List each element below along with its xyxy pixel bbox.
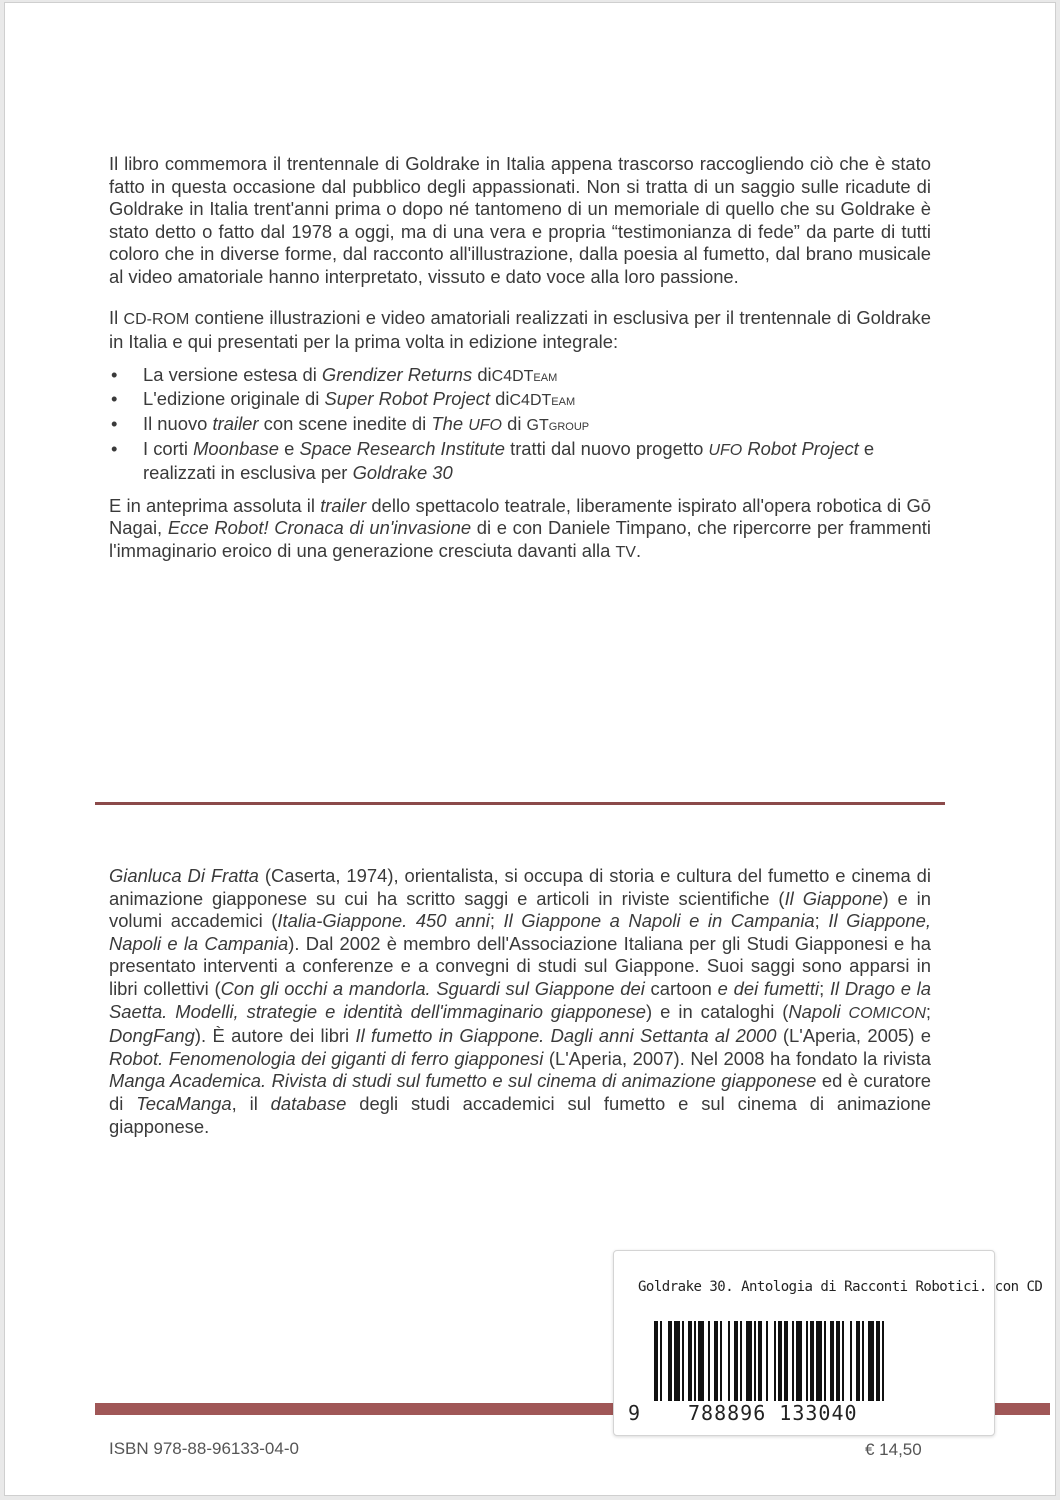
barcode-bar — [746, 1321, 752, 1401]
barcode-bar — [674, 1321, 680, 1401]
barcode-bar — [810, 1321, 814, 1401]
barcode-bar — [816, 1321, 822, 1401]
barcode-bar — [660, 1321, 662, 1401]
barcode-bar — [882, 1321, 884, 1401]
barcode-bar — [778, 1321, 782, 1401]
barcode-bar — [694, 1321, 696, 1401]
book-blurb — [109, 153, 931, 565]
barcode-bar — [824, 1321, 826, 1401]
blurb-cdrom-intro: Il CD-ROM contiene illustrazioni e video amatoriali realizzati in esclusiva per il trentennale di Goldrake in Italia e qui presentati per la prima volta in edizione integrale: — [109, 306, 931, 353]
list-item: • Il nuovo trailer con scene inedite di The UFO di GTgroup — [111, 412, 590, 434]
barcode-bar — [836, 1321, 840, 1401]
barcode-bar — [720, 1321, 722, 1401]
book-back-cover — [4, 2, 1056, 1496]
section-divider — [95, 802, 945, 805]
cdrom-contents-list — [109, 364, 931, 485]
author-name: Gianluca Di Fratta — [109, 865, 259, 886]
barcode-bar — [806, 1321, 808, 1401]
barcode-bar — [682, 1321, 684, 1401]
barcode-bar — [754, 1321, 756, 1401]
bullet-icon: • — [111, 437, 118, 459]
barcode-bar — [842, 1321, 844, 1401]
list-item: • I corti Moonbase e Space Research Institute tratti dal nuovo progetto UFO Robot Project e realizzati in esclusiva per Goldrake 30 — [111, 437, 875, 484]
list-item: • La versione estesa di Grendizer Returns diC4DTeam — [111, 363, 558, 385]
barcode-bar — [830, 1321, 834, 1401]
isbn-label: ISBN 978-88-96133-04-0 — [109, 1439, 299, 1458]
barcode-bar — [850, 1321, 852, 1401]
barcode-bar — [784, 1321, 788, 1401]
bullet-icon: • — [111, 388, 118, 410]
barcode-bar — [728, 1321, 730, 1401]
sticker-title: Goldrake 30. Antologia di Racconti Robotici. con CD — [638, 1279, 1043, 1295]
barcode-bar — [856, 1321, 860, 1401]
price-label: € 14,50 — [865, 1440, 922, 1459]
barcode-bar — [758, 1321, 762, 1401]
bullet-icon: • — [111, 412, 118, 434]
barcode-bar — [862, 1321, 864, 1401]
author-bio-text: Gianluca Di Fratta (Caserta, 1974), orientalista, si occupa di storia e cultura del fumetto e cinema di animazione giapponese su cui ha scritto saggi e articoli in riviste scientifiche (Il Giappone) e in volumi accademici (Italia-Giappone. 450 anni; Il Giappone a Napoli e in Campania; Il Giappone, Napoli e la Campania). Dal 2002 è membro dell'Associazione Italiana per gli Studi Giapponesi e ha presentato interventi a conferenze e a convegni di studi sul Giappone. Suoi saggi sono apparsi in libri collettivi (Con gli occhi a mandorla. Sguardi sul Giappone dei cartoon e dei fumetti; Il Drago e la Saetta. Modelli, strategie e identità dell'immaginario giapponese) e in cataloghi (Napoli COMICON; DongFang). È autore dei libri Il fumetto in Giappone. Dagli anni Settanta al 2000 (L'Aperia, 2005) e Robot. Fenomenologia dei giganti di ferro giapponesi (L'Aperia, 2007). Nel 2008 ha fondato la rivista Manga Academica. Rivista di studi sul fumetto e sul cinema di animazione giapponese ed è curatore di TecaManga, il database degli studi accademici sul fumetto e sul cinema di animazione giapponese. — [109, 865, 931, 1137]
blurb-intro: Il libro commemora il trentennale di Goldrake in Italia appena trascorso raccogliendo ciò che è stato fatto in questa occasione dal pubblico degli appassionati. Non si tratta di un saggio sulle ricadute di Goldrake in Italia trent'anni prima o dopo né tantomeno di un memoriale di quello che su Goldrake è stato detto o fatto dal 1978 a oggi, ma di una vera e propria “testimonianza di fede” da parte di tutti coloro che in diverse forme, dal racconto all'illustrazione, dalla poesia al fumetto, dal brano musicale al video amatoriale hanno interpretato, vissuto e dato voce alla loro passione. — [109, 153, 931, 287]
barcode-sticker: Goldrake 30. Antologia di Racconti Robotici. con CD 9 788896 133040 — [613, 1250, 995, 1436]
author-bio — [109, 865, 931, 1138]
barcode-bar — [766, 1321, 768, 1401]
barcode-bar — [796, 1321, 802, 1401]
bullet-icon: • — [111, 363, 118, 385]
barcode-bar — [688, 1321, 692, 1401]
list-item: • L'edizione originale di Super Robot Project diC4DTeam — [111, 388, 576, 410]
barcode-bar — [668, 1321, 672, 1401]
barcode-bar — [774, 1321, 776, 1401]
barcode-bar — [876, 1321, 880, 1401]
barcode-bar — [792, 1321, 794, 1401]
barcode-bar — [740, 1321, 742, 1401]
barcode-bar — [654, 1321, 658, 1401]
barcode-bar — [734, 1321, 738, 1401]
barcode-bar — [714, 1321, 718, 1401]
barcode-icon — [654, 1321, 956, 1401]
barcode-bar — [698, 1321, 704, 1401]
barcode-bar — [708, 1321, 710, 1401]
blurb-outro: E in anteprima assoluta il trailer dello spettacolo teatrale, liberamente ispirato all'opera robotica di Gō Nagai, Ecce Robot! Cronaca di un'invasione di e con Daniele Timpano, che ripercorre per frammenti l'immaginario eroico di una generazione cresciuta davanti alla TV. — [109, 494, 931, 561]
barcode-bar — [868, 1321, 874, 1401]
